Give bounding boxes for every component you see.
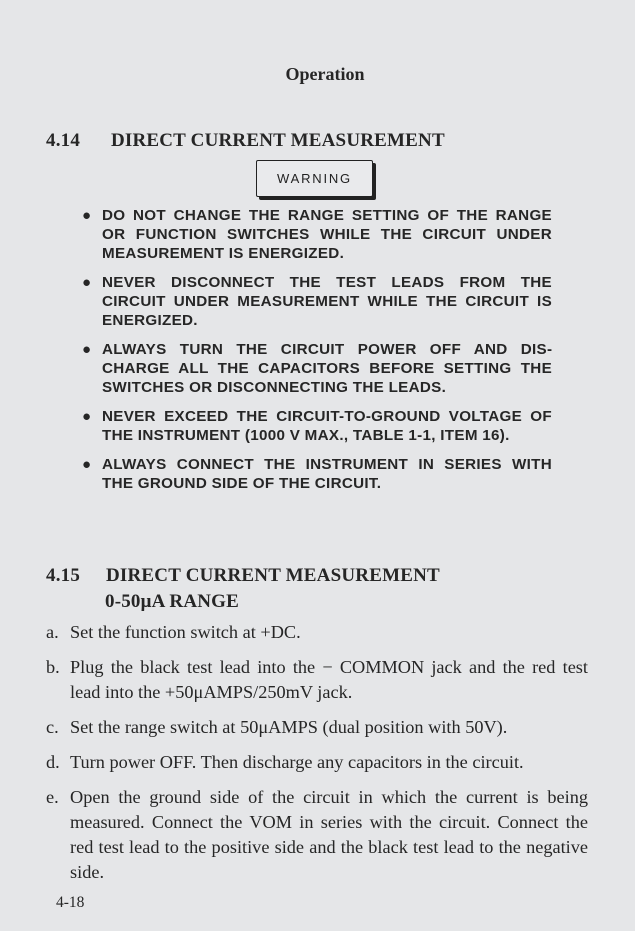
procedure-step xyxy=(46,715,588,740)
warning-item-text: ALWAYS TURN THE CIRCUIT POWER OFF AND DISCHARGE ALL THE CAPACITORS BEFORE SETTING THE SWITCHES OR DISCONNECTING THE LEADS. xyxy=(102,341,552,396)
step-text: Open the ground side of the circuit in which the current is being measured. Connect the VOM in series with the circuit. Connect the red test lead to the positive side and the black test lead to the negative side. xyxy=(70,787,588,882)
page-header: Operation xyxy=(285,64,365,84)
warning-item xyxy=(82,206,552,263)
warning-item-text: NEVER EXCEED THE CIRCUIT-TO-GROUND VOLTAGE OF THE INSTRUMENT (1000 V MAX., TABLE 1-1, ITEM 16). xyxy=(102,408,552,444)
procedure-steps xyxy=(46,620,588,895)
warning-item xyxy=(82,455,552,493)
warning-item xyxy=(82,340,552,397)
step-letter: d. xyxy=(46,752,60,772)
warning-item-text: DO NOT CHANGE THE RANGE SETTING OF THE RANGE OR FUNCTION SWITCHES WHILE THE CIRCUIT UNDER MEASUREMENT IS ENERGIZED. xyxy=(102,207,552,262)
warning-item xyxy=(82,273,552,330)
warning-label xyxy=(256,160,373,197)
step-text: Turn power OFF. Then discharge any capacitors in the circuit. xyxy=(70,752,524,772)
section-title-line1: DIRECT CURRENT MEASUREMENT xyxy=(106,565,440,586)
section-4-15-heading xyxy=(46,563,440,615)
step-text: Set the range switch at 50μAMPS (dual position with 50V). xyxy=(70,717,508,737)
warning-item-text: NEVER DISCONNECT THE TEST LEADS FROM THE CIRCUIT UNDER MEASUREMENT WHILE THE CIRCUIT IS ENERGIZED. xyxy=(102,274,552,329)
warning-item-text: ALWAYS CONNECT THE INSTRUMENT IN SERIES WITH THE GROUND SIDE OF THE CIRCUIT. xyxy=(102,456,552,492)
step-text: Plug the black test lead into the − COMMON jack and the red test lead into the +50μAMPS/250mV jack. xyxy=(70,657,588,702)
bullet-icon: ● xyxy=(82,274,92,291)
procedure-step xyxy=(46,655,588,705)
page-number: 4-18 xyxy=(56,894,85,911)
section-title-line2: 0-50μA RANGE xyxy=(105,591,240,612)
bullet-icon: ● xyxy=(82,408,92,425)
section-4-14-heading xyxy=(46,130,445,152)
bullet-icon: ● xyxy=(82,341,92,358)
bullet-icon: ● xyxy=(82,456,92,473)
step-letter: a. xyxy=(46,622,59,642)
step-text: Set the function switch at +DC. xyxy=(70,622,301,642)
procedure-step xyxy=(46,750,588,775)
procedure-step xyxy=(46,620,588,645)
section-number: 4.15 xyxy=(46,565,81,586)
step-letter: e. xyxy=(46,787,59,807)
warning-text: WARNING xyxy=(277,171,352,186)
step-letter: c. xyxy=(46,717,59,737)
section-number: 4.14 xyxy=(46,130,81,151)
procedure-step xyxy=(46,785,588,885)
section-title: DIRECT CURRENT MEASUREMENT xyxy=(110,130,445,151)
bullet-icon: ● xyxy=(82,207,92,224)
warning-item xyxy=(82,407,552,445)
step-letter: b. xyxy=(46,657,60,677)
warning-list xyxy=(82,206,552,503)
